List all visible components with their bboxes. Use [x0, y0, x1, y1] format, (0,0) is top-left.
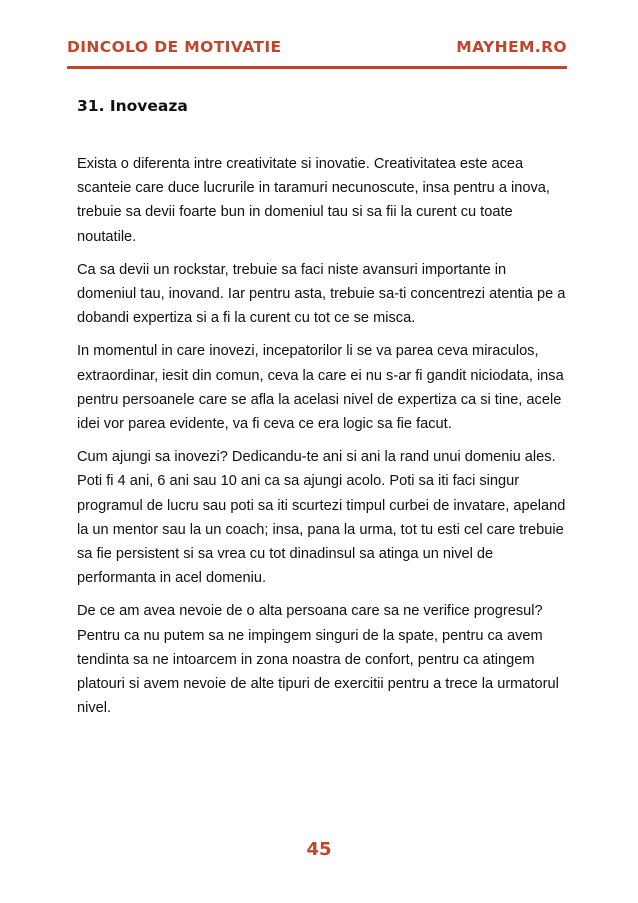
page-number: 45: [306, 839, 332, 860]
paragraph: Cum ajungi sa inovezi? Dedicandu-te ani si ani la rand unui domeniu ales. Poti fi 4 ani, 6 ani sau 10 ani ca sa ajungi acolo. Poti sa iti faci singur programul de lucru sau poti sa iti scurtezi timpul curbei de invatare, apeland la un mentor sau la un coach; insa, pana la urma, tot tu esti cel care trebuie sa fie persistent si sa vrea cu tot dinadinsul sa atinga un nivel de performanta in acel domeniu.: [77, 449, 566, 587]
header-divider: [67, 66, 567, 69]
page-header: [67, 38, 567, 60]
body-text: [77, 152, 567, 729]
header-book-title: DINCOLO DE MOTIVATIE: [67, 38, 282, 56]
paragraph: Ca sa devii un rockstar, trebuie sa faci niste avansuri importante in domeniul tau, inovand. Iar pentru asta, trebuie sa-ti concentrezi atentia pe a dobandi expertiza si a fi la curent cu tot ce se misca.: [77, 261, 566, 327]
paragraph: De ce am avea nevoie de o alta persoana care sa ne verifice progresul? Pentru ca nu putem sa ne impingem singuri de la spate, pentru ca avem tendinta sa ne intoarcem in zona noastra de confort, pentru ca atingem platouri si avem nevoie de alte tipuri de exercitii pentru a trece la urmatorul nivel.: [77, 603, 559, 717]
paragraph: Exista o diferenta intre creativitate si inovatie. Creativitatea este acea scanteie care duce lucrurile in taramuri necunoscute, insa pentru a inova, trebuie sa devii foarte bun in domeniul tau si sa fii la curent cu toate noutatile.: [77, 156, 550, 245]
header-site-name: MAYHEM.RO: [456, 38, 567, 56]
paragraph: In momentul in care inovezi, incepatorilor li se va parea ceva miraculos, extraordinar, iesit din comun, ceva la care ei nu s-ar fi gandit niciodata, insa pentru persoanele care se afla la acelasi nivel de expertiza ca si tine, acele idei vor parea evidente, va fi ceva ce era logic sa fie facut.: [77, 343, 564, 433]
section-title: 31. Inoveaza: [77, 97, 188, 115]
